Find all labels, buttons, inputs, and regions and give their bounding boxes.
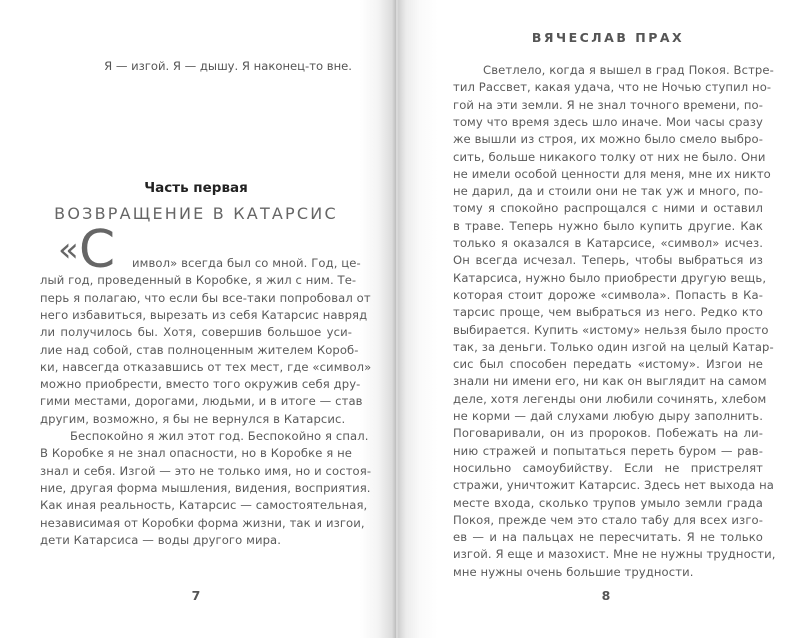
text-line: тому что время здесь шло иначе. Мои часы сразу <box>453 114 763 129</box>
text-line: него избавиться, вырезать из себя Катарсис навряд <box>40 307 368 322</box>
text-line: Покоя, прежде чем это стало табу для всех изго- <box>453 512 763 527</box>
text-line: знали ни имени его, ни как он выглядит на самом <box>453 374 767 389</box>
text-line: лый год, проведенный в Коробке, я жил с ним. Те- <box>40 273 357 288</box>
text-line: ли получилось бы. Хотя, совершив большое уси- <box>40 325 352 340</box>
text-line: Беспокойно я жил этот год. Беспокойно я спал. <box>70 429 369 443</box>
part-title: Часть первая <box>144 180 248 196</box>
text-line: деле, хотя легенды они любили сочинять, хлебом <box>453 391 767 406</box>
right-page <box>398 0 800 638</box>
text-line: стражи, уничтожит Катарсис. Здесь нет выхода на <box>453 478 774 493</box>
text-line: дети Катарсиса — воды другого мира. <box>40 532 282 547</box>
text-line: выбирается. Купить «истому» нельзя было просто <box>453 322 769 337</box>
drop-cap <box>58 220 116 280</box>
page-number-left: 7 <box>191 588 201 603</box>
text-line: мне нужны очень большие трудности. <box>453 564 694 579</box>
page-number-right: 8 <box>601 588 611 603</box>
text-line: не имели особой ценности для меня, мне их никто <box>453 166 771 181</box>
chapter-title: ВОЗВРАЩЕНИЕ В КАТАРСИС <box>54 204 338 223</box>
text-line: ки, навсегда отказавшись от тех мест, где «символ» <box>40 359 372 374</box>
text-line: изгой. Я еще и мазохист. Мне не нужны трудности, <box>453 547 776 562</box>
text-line: Светлело, когда я вышел в град Покоя. Встре- <box>483 63 774 77</box>
text-line: сить, больше никакого толку от них не было. Они <box>453 149 766 164</box>
text-line: гой на эти земли. Я не знал точного времени, по- <box>453 97 763 112</box>
text-line: сис был способен передать «истому». Изгои не <box>453 357 763 372</box>
text-line: гими местами, дорогами, людьми, и в итоге — став <box>40 394 363 409</box>
text-line: Он всегда исчезал. Теперь, чтобы выбраться из <box>453 253 763 268</box>
text-line: так, за деньги. Только один изгой на целый Катар- <box>453 339 774 354</box>
text-line: независимая от Коробки форма жизни, так и изгои, <box>40 515 365 530</box>
text-line: тил Рассвет, какая удача, что не Ночью ступил но- <box>453 80 772 95</box>
text-line: можно приобрести, вместо того окружив себя дру- <box>40 377 361 392</box>
text-line: Как иная реальность, Катарсис — самостоятельная, <box>40 498 368 513</box>
text-line: Поговаривали, он из пророков. Побежать на ли- <box>453 426 763 441</box>
text-line: В Коробке я не знал опасности, но в Коробке я не <box>40 446 353 461</box>
text-line: которая стоит дороже «символа». Попасть в Ка- <box>453 287 763 302</box>
text-line: носильно самоубийству. Если не пристрелят <box>453 460 763 475</box>
text-line: же вышли из строя, их можно было смело выбро- <box>453 132 763 147</box>
epigraph: Я — изгой. Я — дышу. Я наконец-то вне. <box>104 59 352 73</box>
text-line: ев — и на пальцах не пересчитать. Я не только <box>453 530 763 545</box>
text-line: тарсис проще, чем выбраться из него. Редко кто <box>453 305 763 320</box>
text-line: перь я полагаю, что если бы все-таки попробовал от <box>40 290 371 305</box>
text-line: знал и себя. Изгой — это не только имя, но и состоя- <box>40 463 372 478</box>
text-line: Катарсиса, нужно было приобрести другую вещь, <box>453 270 767 285</box>
drop-cap-letter: С <box>78 220 116 280</box>
left-page <box>0 0 396 638</box>
text-line: ние, другая форма мышления, видения, восприятия. <box>40 480 371 495</box>
text-line: только я оказался в Катарсисе, «символ» исчез. <box>453 236 763 250</box>
text-line: другим, возможно, я бы не вернулся в Катарсис. <box>40 411 346 426</box>
drop-cap-quote: « <box>58 230 79 270</box>
text-line: в траве. Теперь нужно было купить другие. Как <box>453 218 763 233</box>
text-line: лие над собой, став полноценным жителем Короб- <box>40 342 359 357</box>
text-line: месте входа, сколько трупов умыло земли града <box>453 495 763 510</box>
running-head: ВЯЧЕСЛАВ ПРАХ <box>531 30 685 45</box>
text-line: нию стражей и попытаться переть буром — рав- <box>453 443 763 458</box>
text-line: не корми — дай слухами любую дыру заполнить. <box>453 409 763 423</box>
text-line: тому я спокойно распрощался с ними и оставил <box>453 201 763 216</box>
text-line: не дарил, да и стоили они не так уж и много, по- <box>453 184 763 199</box>
first-line: имвол» всегда был со мной. Год, це- <box>132 256 361 270</box>
